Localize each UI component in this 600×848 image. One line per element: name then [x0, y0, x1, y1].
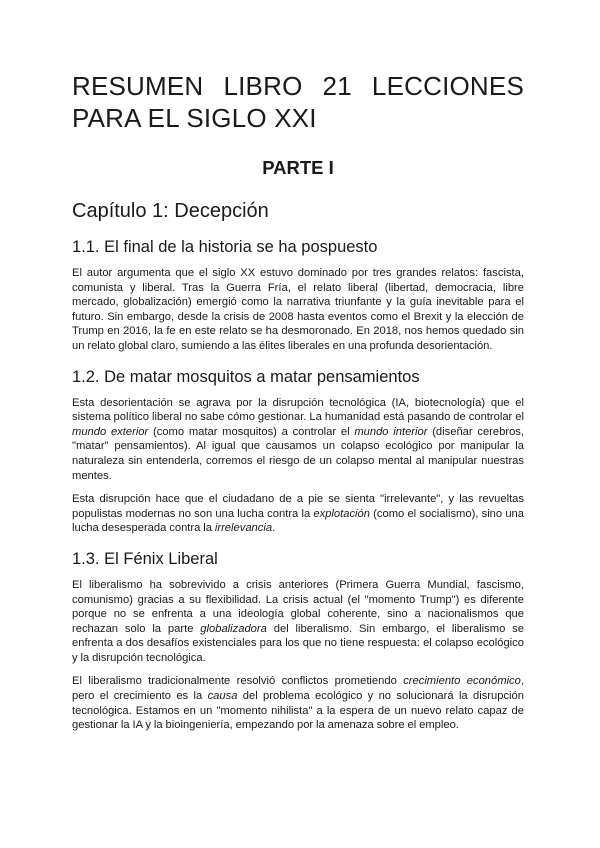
section-heading: 1.1. El final de la historia se ha pospuesto	[72, 238, 378, 256]
section-heading: 1.3. El Fénix Liberal	[72, 549, 218, 568]
emphasis-text: mundo exterior	[72, 425, 149, 438]
text-run: El liberalismo ha sobrevivido a crisis anteriores (Primera Guerra Mundial, fascismo, comunismo) gracias a su flexibilidad. La crisis actual (el "momento Trump") es diferente porque no se enfrenta a una ideología global coherente, sino a nacionalismos que rechazan solo la parte	[72, 578, 524, 635]
emphasis-text: causa	[207, 690, 238, 703]
section-1-1	[72, 236, 524, 354]
text-run: El autor argumenta que el siglo XX estuvo dominado por tres grandes relatos: fascista, comunista y liberal. Tras la Guerra Fría, el relato liberal (libertad, democracia, libre mercado, globalización) emergió como la narrativa triunfante y la guía inevitable para el futuro. Sin embargo, desde la crisis de 2008 hasta eventos como el Brexit y la elección de Trump en 2016, la fe en este relato se ha desmoronado. En 2018, nos hemos quedado sin un relato global claro, sumiendo a las élites liberales en una profunda desorientación.	[72, 267, 524, 352]
text-run: (diseñar cerebros, "matar" pensamientos). Al igual que causamos un colapso ecológico por manipular la naturaleza sin entenderla, corremos el riesgo de un colapso mental al manipular nuestras mentes.	[72, 425, 525, 482]
paragraph	[72, 578, 524, 666]
page-content	[72, 70, 524, 733]
emphasis-text: explotación	[313, 507, 370, 520]
paragraph	[72, 674, 524, 732]
text-run: .	[272, 522, 276, 535]
paragraph	[72, 492, 524, 536]
text-run: del liberalismo. Sin embargo, el liberalismo se enfrenta a dos desafíos existenciales para los que no tiene respuesta: el colapso ecológico y la disrupción tecnológica.	[72, 622, 524, 664]
text-run: (como el socialismo), sino una lucha desesperada contra la	[72, 507, 524, 535]
section-heading: 1.2. De matar mosquitos a matar pensamientos	[72, 367, 420, 386]
section-1-2	[72, 366, 524, 536]
emphasis-text: crecimiento económico	[403, 675, 521, 688]
text-run: (como matar mosquitos) a controlar el	[148, 425, 355, 438]
text-run: del problema ecológico y no solucionará la disrupción tecnológica. Estamos en un "momento nihilista" a la espera de un nuevo relato capaz de gestionar la IA y la bioingeniería, empezando por la amenaza sobre el empleo.	[72, 690, 524, 732]
text-run: , pero el crecimiento es la	[72, 675, 524, 703]
chapter-heading: Capítulo 1: Decepción	[72, 200, 269, 222]
part-heading: PARTE I	[262, 157, 334, 178]
emphasis-text: irrelevancia	[214, 522, 273, 535]
text-run: Esta disrupción hace que el ciudadano de a pie se sienta "irrelevante", y las revueltas populistas modernas no son una lucha contra la	[72, 493, 524, 520]
paragraph	[72, 266, 524, 354]
text-run: El liberalismo tradicionalmente resolvió conflictos prometiendo	[72, 675, 404, 688]
emphasis-text: globalizadora	[200, 622, 267, 635]
section-1-3	[72, 548, 524, 733]
emphasis-text: mundo interior	[354, 425, 428, 438]
document-title: RESUMEN LIBRO 21 LECCIONES PARA EL SIGLO XXI	[72, 71, 524, 133]
paragraph	[72, 396, 524, 484]
text-run: Esta desorientación se agrava por la disrupción tecnológica (IA, biotecnología) que el sistema político liberal no sabe cómo gestionar. La humanidad está pasando de controlar el	[72, 396, 524, 424]
